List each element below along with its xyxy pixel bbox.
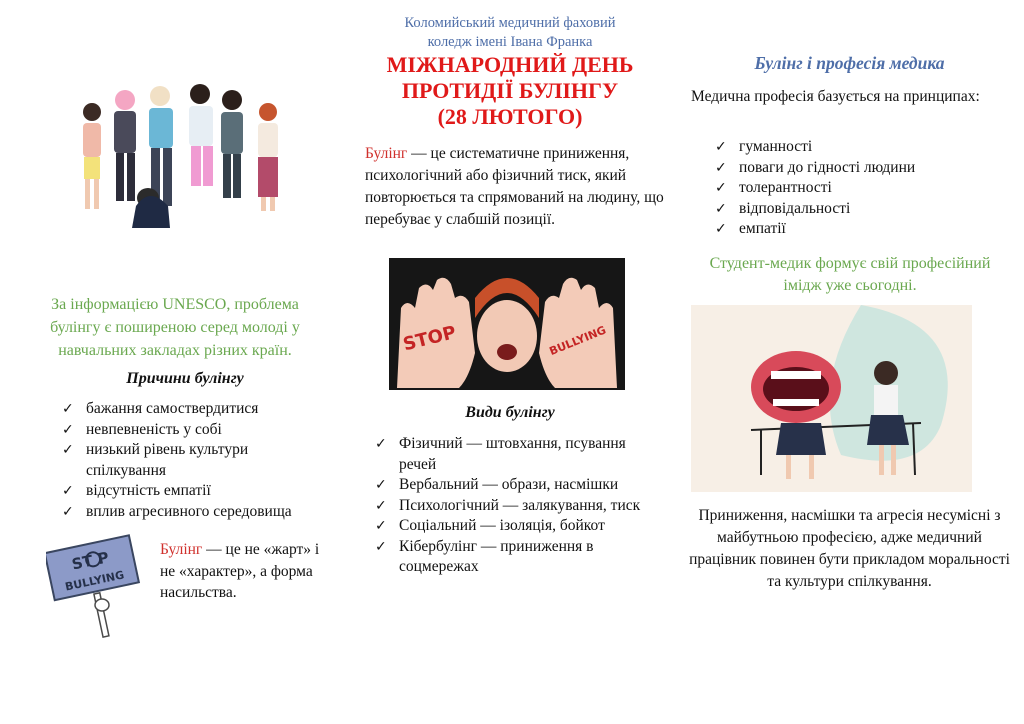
list-item: ✓ Вербальний — образи, насмішки [373, 475, 663, 496]
sign-bottom-text: BULLYING [63, 568, 126, 594]
bullying-group-illustration [70, 78, 310, 253]
causes-heading: Причини булінгу [126, 370, 244, 387]
types-heading: Види булінгу [465, 404, 555, 421]
shouting-mouth-illustration [691, 305, 972, 492]
left-panel [0, 0, 345, 724]
bullying-definition [365, 143, 665, 231]
types-list [373, 434, 663, 578]
list-item: ✓ Соціальний — ізоляція, бойкот [373, 516, 663, 537]
definition-term: Булінг [365, 145, 408, 162]
bullying-term: Булінг [160, 541, 203, 558]
photo-bullying-text: BULLYING [547, 323, 608, 359]
profession-heading: Булінг і професія медика [754, 53, 945, 73]
college-line-2: коледж імені Івана Франка [427, 34, 593, 50]
list-item: ✓ Психологічний — залякування, тиск [373, 496, 663, 517]
title-line-3: (28 ЛЮТОГО) [437, 104, 583, 129]
list-item: ✓ бажання самоствердитися [60, 399, 330, 420]
list-item: ✓ відповідальності [713, 199, 1003, 220]
student-statement: Студент-медик формує свій професійний імідж уже сьогодні. [709, 255, 991, 294]
page-title [345, 52, 675, 130]
sign-top-text: ST P [70, 548, 111, 574]
stop-bullying-sign-icon [46, 533, 146, 638]
list-item: ✓ вплив агресивного середовища [60, 502, 330, 523]
list-item: ✓ емпатії [713, 219, 1003, 240]
stop-bullying-photo [389, 258, 625, 390]
center-panel [345, 0, 675, 724]
profession-intro: Медична професія базується на принципах: [691, 88, 980, 105]
college-name [345, 14, 675, 52]
bullying-note-text: — це не «жарт» і не «характер», а форма насильства. [160, 541, 320, 601]
list-item: ✓ невпевненість у собі [60, 420, 330, 441]
right-panel [675, 0, 1024, 724]
unesco-statement: За інформацією UNESCO, проблема булінгу є поширеною серед молоді у навчальних закладах різних країн. [50, 296, 300, 359]
closing-statement: Приниження, насмішки та агресія несумісні з майбутньою професією, адже медичний працівник повинен бути прикладом моральності та культури спілкування. [689, 507, 1010, 590]
list-item: ✓ гуманності [713, 137, 1003, 158]
list-item: ✓ Кібербулінг — приниження в соцмережах [373, 537, 663, 578]
list-item: ✓ Фізичний — штовхання, псування речей [373, 434, 663, 475]
definition-text: — це систематичне приниження, психологічний або фізичний тиск, який повторюється та спрямований на людину, що перебуває у слабшій позиції. [365, 145, 664, 228]
title-line-1: МІЖНАРОДНИЙ ДЕНЬ [386, 52, 634, 77]
list-item: ✓ толерантності [713, 178, 1003, 199]
bullying-note [160, 539, 330, 604]
title-line-2: ПРОТИДІЇ БУЛІНГУ [401, 78, 619, 103]
causes-list [60, 399, 330, 522]
list-item: ✓ низький рівень культури спілкування [60, 440, 330, 481]
principles-list [713, 137, 1003, 240]
college-line-1: Коломийський медичний фаховий [404, 15, 616, 31]
list-item: ✓ відсутність емпатії [60, 481, 330, 502]
photo-stop-text: STOP [401, 321, 459, 356]
list-item: ✓ поваги до гідності людини [713, 158, 1003, 179]
